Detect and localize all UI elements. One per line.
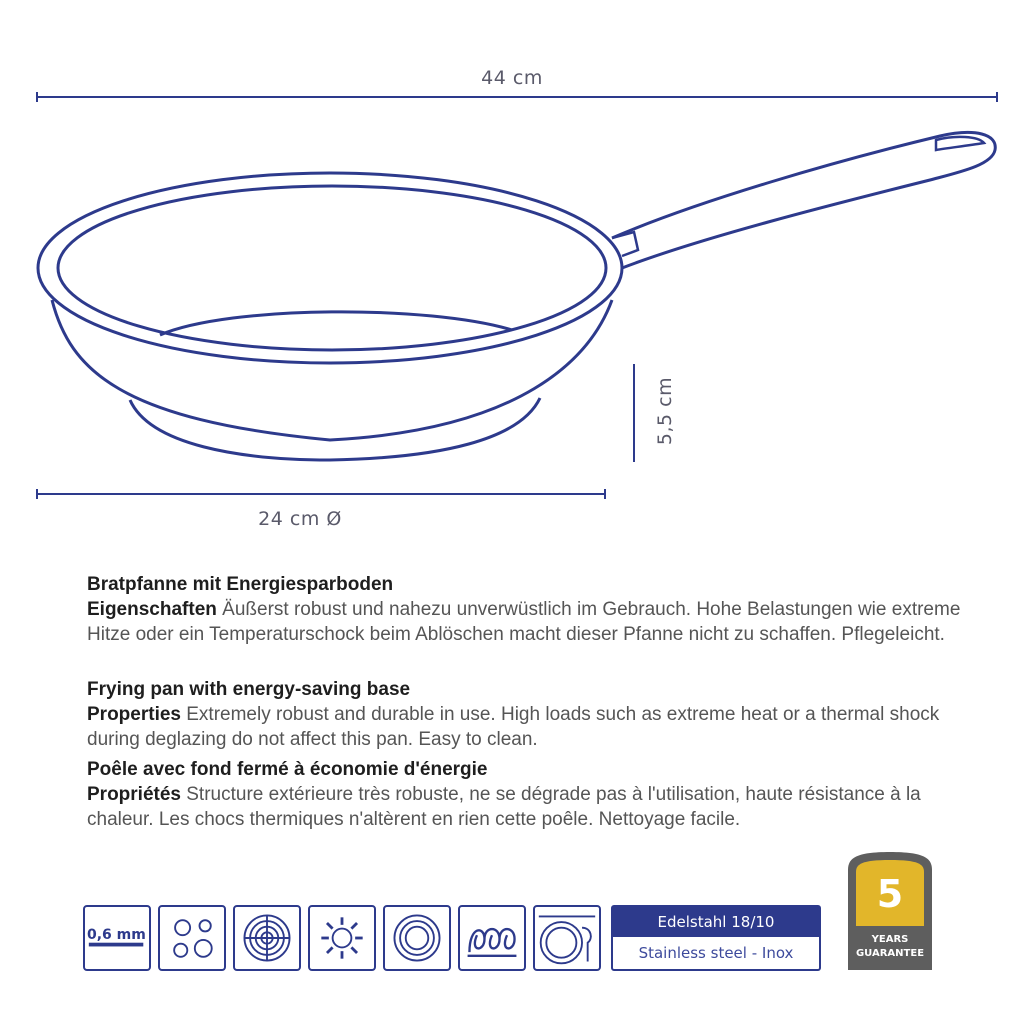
english-description [87,677,967,752]
english-label: Properties [87,704,181,725]
german-title: Bratpfanne mit Energiesparboden [87,574,394,595]
hob-plates-icon [158,905,226,971]
material-badge [611,905,821,971]
guarantee-years-number: 5 [876,872,904,916]
pan-base [130,398,540,460]
pan-rim-inner [58,186,606,350]
material-german: Edelstahl 18/10 [613,907,819,937]
pan-inner-bottom [160,312,512,335]
french-text: Structure extérieure très robuste, ne se dégrade pas à l'utilisation, haute résistance à la chaleur. Les chocs thermiques n'altèrent en rien cette poêle. Nettoyage facile. [87,784,921,830]
height-dimension-label: 5,5 cm [654,376,676,446]
ceramic-hob-icon [233,905,301,971]
induction-icon [458,905,526,971]
french-label: Propriétés [87,784,181,805]
english-title: Frying pan with energy-saving base [87,679,411,700]
width-dimension-label: 44 cm [481,67,543,89]
pan-body [52,300,612,440]
diameter-dimension-label: 24 cm Ø [258,508,342,530]
german-label: Eigenschaften [87,599,217,620]
guarantee-label: GUARANTEE [855,948,925,959]
pan-rim-outer [38,173,622,363]
french-description [87,757,967,832]
halogen-hob-icon [383,905,451,971]
english-text: Extremely robust and durable in use. High loads such as extreme heat or a thermal shock during deglazing do not affect this pan. Easy to clean. [87,704,940,750]
thickness-label: 0,6 mm [87,927,146,943]
handle-hole [936,137,984,150]
dishwasher-icon [533,905,601,971]
german-text: Äußerst robust und nahezu unverwüstlich im Gebrauch. Hohe Belastungen wie extreme Hitze oder ein Temperaturschock beim Ablöschen macht dieser Pfanne nicht zu schaffen. Pflegeleicht. [87,599,961,645]
guarantee-badge [844,850,936,972]
guarantee-years-label: YEARS [871,934,909,945]
gas-hob-icon [308,905,376,971]
french-title: Poêle avec fond fermé à économie d'énergie [87,759,488,780]
material-english: Stainless steel - Inox [638,944,794,962]
german-description [87,572,967,647]
pan-handle [612,132,995,268]
thickness-icon [83,905,151,971]
